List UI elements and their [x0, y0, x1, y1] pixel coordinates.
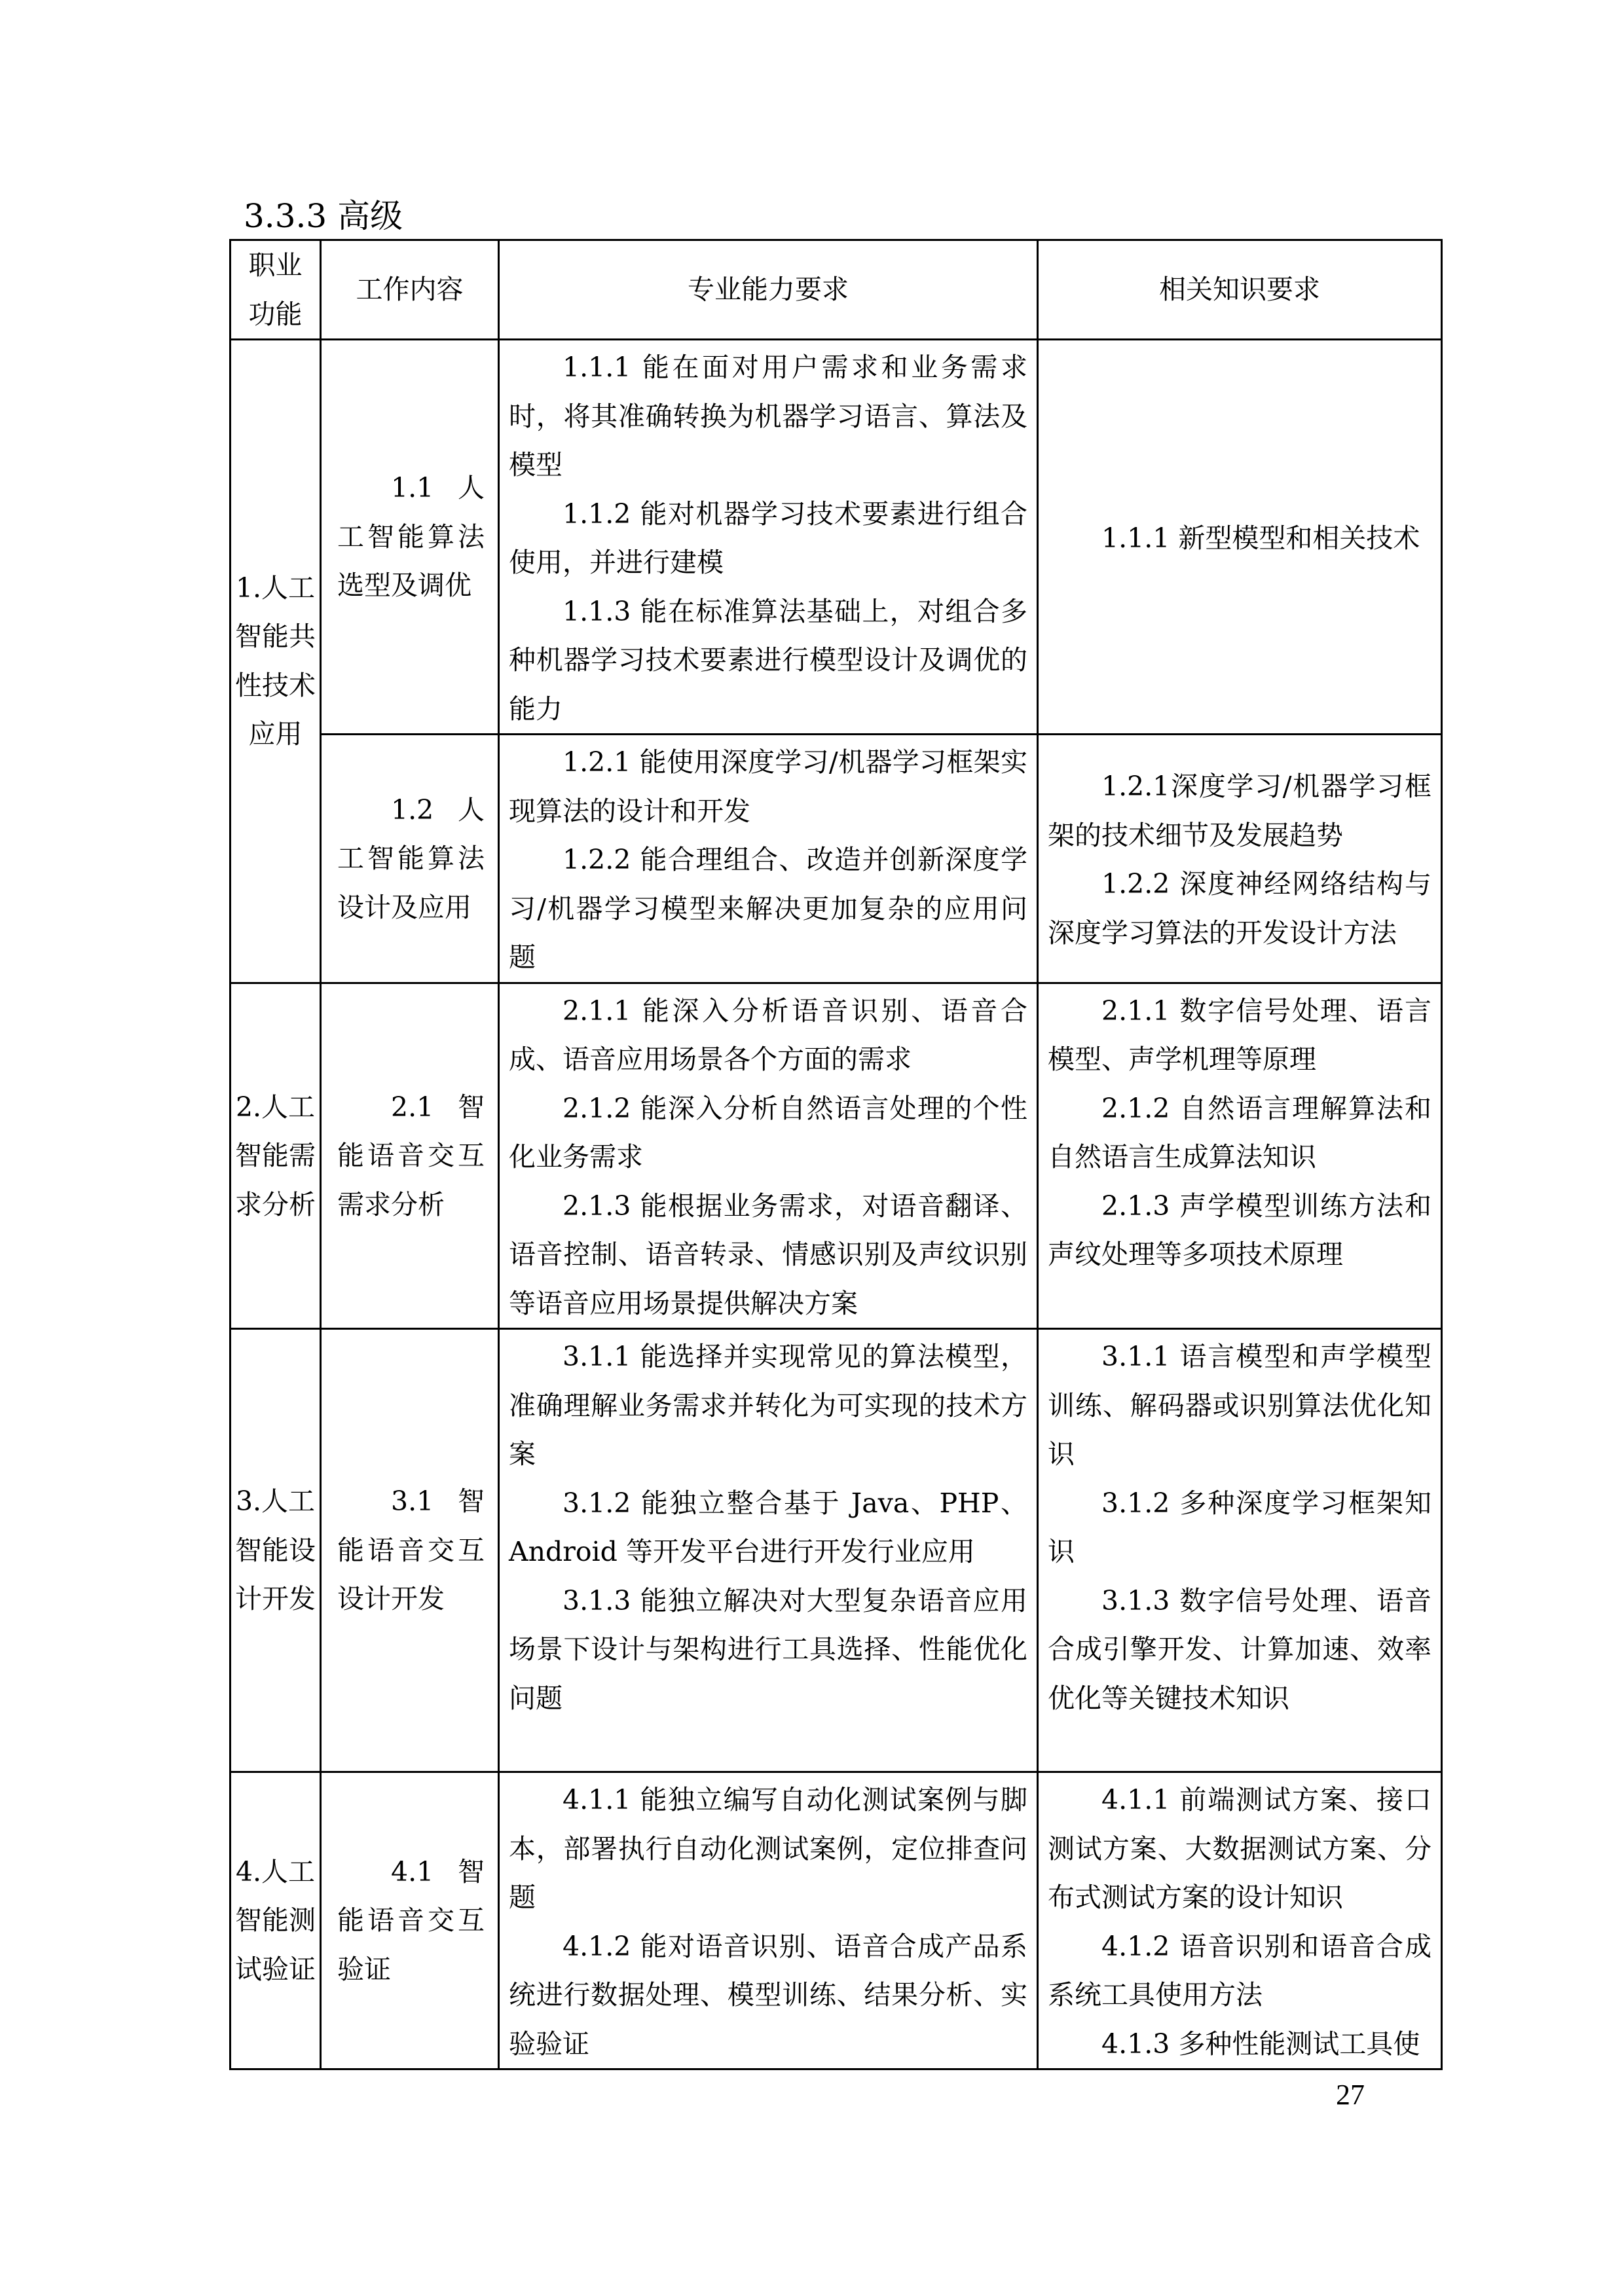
- skill-item: 1.2.1 能使用深度学习/机器学习框架实现算法的设计和开发: [509, 746, 1027, 827]
- work-cell: [321, 1772, 499, 2069]
- table-header-row: [231, 240, 1442, 340]
- skill-item: 1.2.2 能合理组合、改造并创新深度学习/机器学习模型来解决更加复杂的应用问题: [509, 844, 1027, 973]
- skill-item: 3.1.3 能独立解决对大型复杂语音应用场景下设计与架构进行工具选择、性能优化问题: [509, 1584, 1027, 1714]
- skills-cell: [499, 1772, 1038, 2069]
- knowledge-item: 4.1.3 多种性能测试工具使: [1101, 2028, 1420, 2060]
- skill-item: 4.1.2 能对语音识别、语音合成产品系统进行数据处理、模型训练、结果分析、实验验证: [509, 1930, 1027, 2060]
- table-row: [231, 983, 1442, 1329]
- skills-cell: [499, 340, 1038, 735]
- table-row: [231, 735, 1442, 983]
- page-number: 27: [1336, 2079, 1365, 2111]
- skill-item: 1.1.1 能在面对用户需求和业务需求时，将其准确转换为机器学习语言、算法及模型: [509, 352, 1027, 481]
- knowledge-item: 3.1.2 多种深度学习框架知识: [1048, 1487, 1431, 1567]
- knowledge-cell: [1038, 983, 1442, 1329]
- knowledge-item: 2.1.2 自然语言理解算法和自然语言生成算法知识: [1048, 1092, 1431, 1173]
- skill-item: 2.1.1 能深入分析语音识别、语音合成、语音应用场景各个方面的需求: [509, 994, 1027, 1075]
- header-work: 工作内容: [321, 240, 499, 340]
- knowledge-cell: [1038, 1772, 1442, 2069]
- table-row: [231, 1772, 1442, 2069]
- knowledge-item: 2.1.1 数字信号处理、语言模型、声学机理等原理: [1048, 994, 1431, 1075]
- skill-item: 2.1.2 能深入分析自然语言处理的个性化业务需求: [509, 1092, 1027, 1173]
- work-cell: [321, 735, 499, 983]
- function-cell: [231, 1329, 321, 1772]
- work-cell: [321, 340, 499, 735]
- table-row: [231, 340, 1442, 735]
- skill-item: 3.1.2 能独立整合基于 Java、PHP、Android 等开发平台进行开发行业应用: [509, 1487, 1027, 1567]
- work-cell: [321, 1329, 499, 1772]
- header-skills: 专业能力要求: [499, 240, 1038, 340]
- function-cell: [231, 983, 321, 1329]
- standards-table: [229, 239, 1443, 2070]
- work-text: 4.1 智能语音交互验证: [337, 1855, 485, 1985]
- knowledge-item: 4.1.2 语音识别和语音合成系统工具使用方法: [1048, 1930, 1431, 2011]
- knowledge-item: 1.1.1 新型模型和相关技术: [1101, 522, 1420, 554]
- work-text: 2.1 智能语音交互需求分析: [337, 1091, 485, 1220]
- work-text: 1.2 人工智能算法设计及应用: [337, 793, 485, 923]
- function-cell: [231, 1772, 321, 2069]
- knowledge-item: 3.1.1 语言模型和声学模型训练、解码器或识别算法优化知识: [1048, 1341, 1431, 1470]
- work-text: 3.1 智能语音交互设计开发: [337, 1485, 485, 1615]
- knowledge-cell: [1038, 735, 1442, 983]
- header-knowledge: 相关知识要求: [1038, 240, 1442, 340]
- skills-cell: [499, 983, 1038, 1329]
- skill-item: 3.1.1 能选择并实现常见的算法模型，准确理解业务需求并转化为可实现的技术方案: [509, 1341, 1027, 1470]
- knowledge-item: 2.1.3 声学模型训练方法和声纹处理等多项技术原理: [1048, 1190, 1431, 1270]
- knowledge-cell: [1038, 1329, 1442, 1772]
- skills-cell: [499, 1329, 1038, 1772]
- function-label: 1.人工智能共性技术应用: [235, 572, 316, 750]
- work-cell: [321, 983, 499, 1329]
- function-cell: [231, 340, 321, 983]
- knowledge-cell: [1038, 340, 1442, 735]
- function-label: 3.人工智能设计开发: [235, 1485, 316, 1615]
- knowledge-item: 1.2.1深度学习/机器学习框架的技术细节及发展趋势: [1048, 771, 1431, 851]
- skills-cell: [499, 735, 1038, 983]
- skill-item: 1.1.2 能对机器学习技术要素进行组合使用，并进行建模: [509, 498, 1027, 578]
- skill-item: 2.1.3 能根据业务需求，对语音翻译、语音控制、语音转录、情感识别及声纹识别等语音应用场景提供解决方案: [509, 1190, 1027, 1319]
- function-label: 2.人工智能需求分析: [235, 1091, 316, 1220]
- header-function: 职业功能: [231, 240, 321, 340]
- knowledge-item: 3.1.3 数字信号处理、语音合成引擎开发、计算加速、效率优化等关键技术知识: [1048, 1584, 1431, 1714]
- skill-item: 4.1.1 能独立编写自动化测试案例与脚本，部署执行自动化测试案例，定位排查问题: [509, 1784, 1027, 1913]
- knowledge-item: 4.1.1 前端测试方案、接口测试方案、大数据测试方案、分布式测试方案的设计知识: [1048, 1784, 1431, 1913]
- knowledge-item: 1.2.2 深度神经网络结构与深度学习算法的开发设计方法: [1048, 868, 1431, 949]
- function-label: 4.人工智能测试验证: [235, 1855, 316, 1985]
- section-title: 3.3.3 高级: [244, 197, 403, 235]
- skill-item: 1.1.3 能在标准算法基础上，对组合多种机器学习技术要素进行模型设计及调优的能力: [509, 595, 1027, 725]
- work-text: 1.1 人工智能算法选型及调优: [337, 472, 485, 602]
- table-row: [231, 1329, 1442, 1772]
